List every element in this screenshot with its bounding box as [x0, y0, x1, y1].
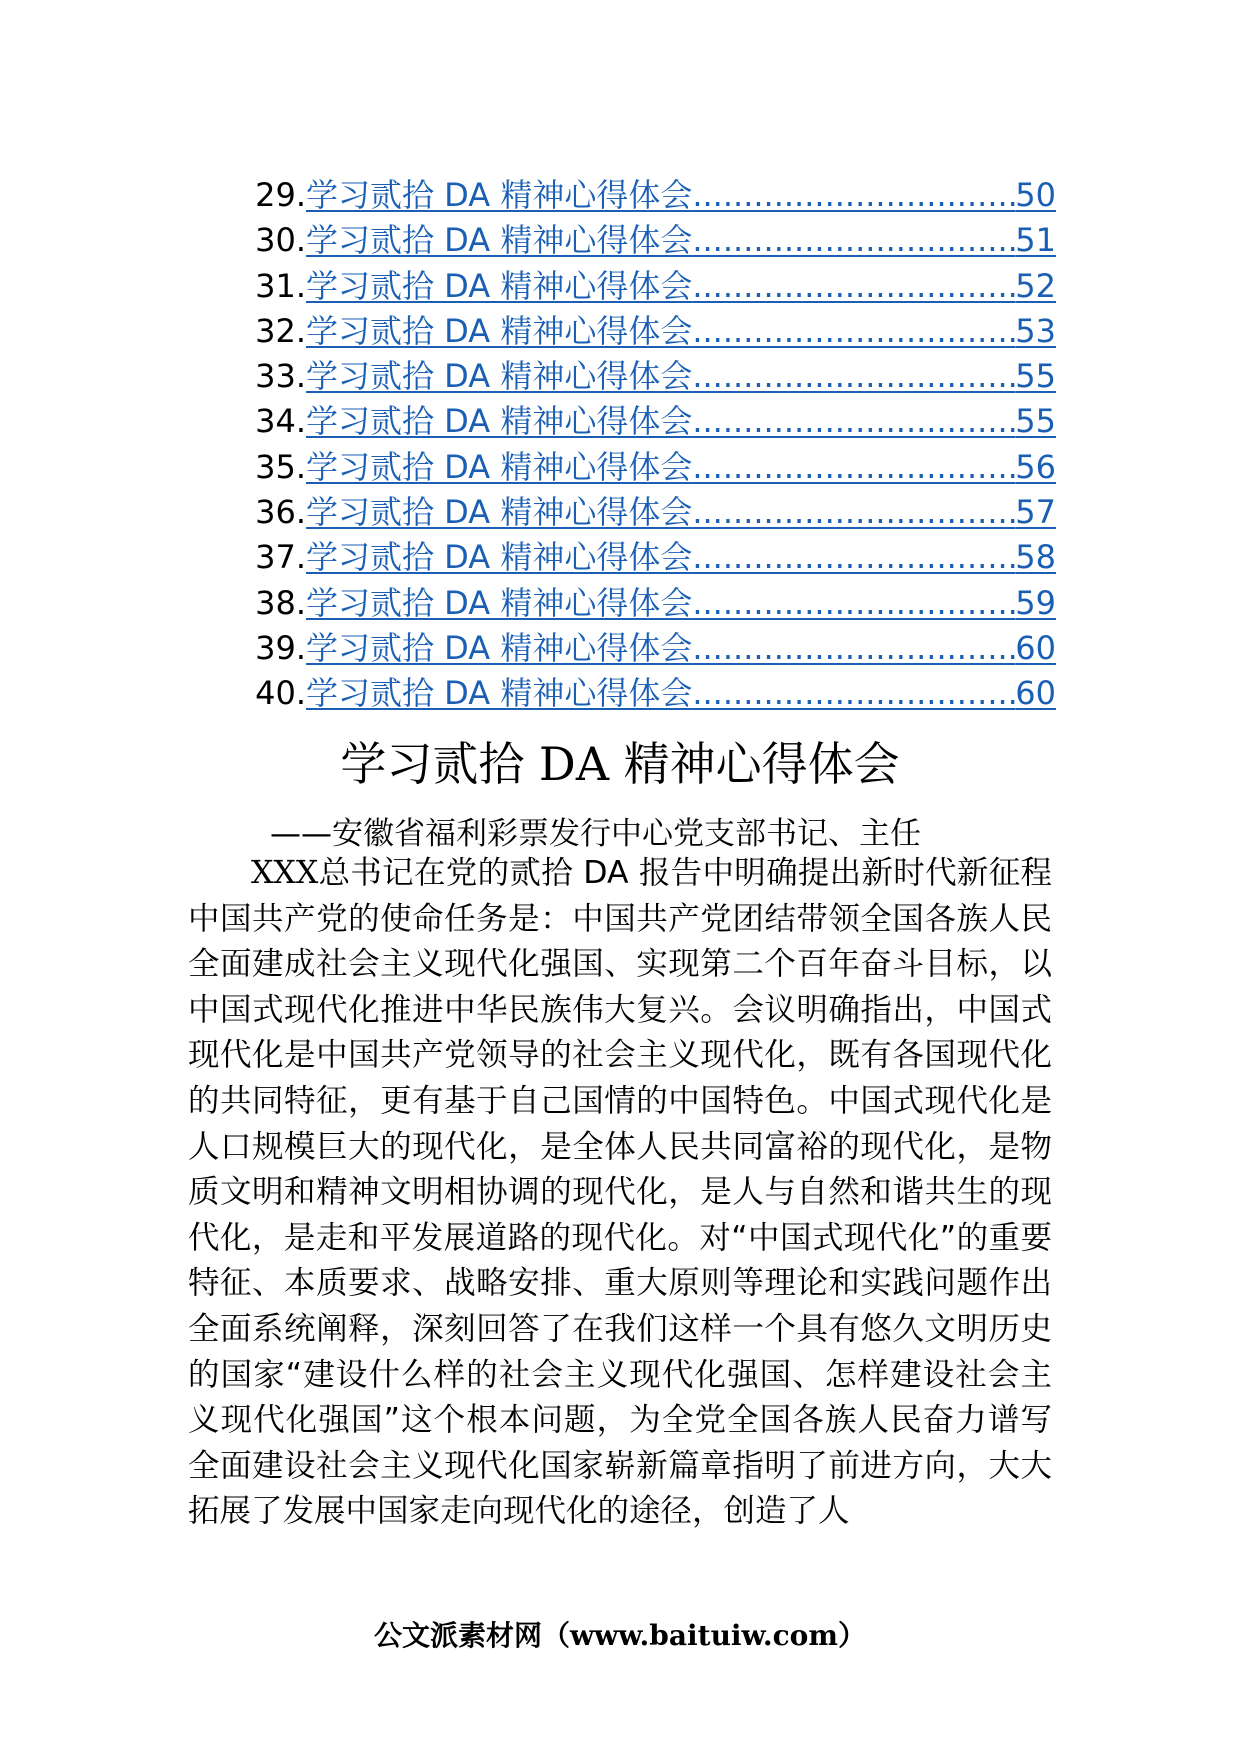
toc-entry-title: 学习贰拾 DA 精神心得体会 [306, 176, 693, 214]
toc-entry-page: 60 [1015, 674, 1056, 713]
toc-entry-link[interactable] [306, 351, 1056, 397]
toc-dot-leader [692, 629, 1015, 667]
toc-entry-title: 学习贰拾 DA 精神心得体会 [306, 674, 693, 713]
toc-entry-number: 39. [255, 628, 306, 667]
toc-entry-page: 58 [1015, 538, 1056, 577]
table-of-contents [250, 170, 1056, 714]
toc-entry-number: 40. [255, 674, 306, 713]
toc-entry-number: 38. [255, 583, 306, 622]
page-footer: 公文派素材网（www.baituiw.com） [374, 1619, 866, 1652]
toc-entry-title: 学习贰拾 DA 精神心得体会 [306, 311, 693, 350]
toc-entry-link[interactable] [306, 623, 1056, 669]
toc-entry [250, 306, 1056, 351]
toc-entry-link[interactable] [306, 396, 1056, 442]
toc-entry-link[interactable] [306, 170, 1056, 216]
toc-entry-page: 55 [1015, 357, 1056, 396]
toc-entry-page: 53 [1015, 311, 1056, 350]
toc-dot-leader [692, 448, 1015, 486]
toc-entry-title: 学习贰拾 DA 精神心得体会 [306, 583, 693, 622]
toc-entry-title: 学习贰拾 DA 精神心得体会 [306, 357, 693, 396]
toc-entry [250, 396, 1056, 441]
article-subtitle: ——安徽省福利彩票发行中心党支部书记、主任 [270, 816, 921, 852]
toc-entry-number: 34. [255, 402, 306, 441]
toc-entry-link[interactable] [306, 668, 1056, 714]
toc-dot-leader [692, 357, 1015, 395]
toc-entry [250, 261, 1056, 306]
toc-entry-link[interactable] [306, 306, 1056, 352]
article-body-text: 总书记在党的贰拾 DA 报告中明确提出新时代新征程中国共产党的使命任务是：中国共产党团结带领全国各族人民全面建成社会主义现代化强国、实现第二个百年奋斗目标，以中国式现代化推进中华民族伟大复兴。会议明确指出，中国式现代化是中国共产党领导的社会主义现代化，既有各国现代化的共同特征，更有基于自己国情的中国特色。中国式现代化是人口规模巨大的现代化，是全体人民共同富裕的现代化，是物质文明和精神文明相协调的现代化，是人与自然和谐共生的现代化，是走和平发展道路的现代化。对“中国式现代化”的重要特征、本质要求、战略安排、重大原则等理论和实践问题作出全面系统阐释，深刻回答了在我们这样一个具有悠久文明历史的国家“建设什么样的社会主义现代化强国、怎样建设社会主义现代化强国”这个根本问题，为全党全国各族人民奋力谱写全面建设社会主义现代化国家崭新篇章指明了前进方向，大大拓展了发展中国家走向现代化的途径，创造了人 [188, 855, 1052, 1530]
toc-entry-title: 学习贰拾 DA 精神心得体会 [306, 221, 693, 260]
toc-entry-page: 60 [1015, 628, 1056, 667]
toc-entry-number: 36. [255, 493, 306, 532]
toc-entry-number: 31. [255, 266, 306, 305]
toc-entry-title: 学习贰拾 DA 精神心得体会 [306, 402, 693, 441]
toc-entry [250, 487, 1056, 532]
toc-entry-number: 32. [255, 311, 306, 350]
toc-entry [250, 351, 1056, 396]
toc-dot-leader [692, 312, 1015, 350]
toc-dot-leader [692, 402, 1015, 440]
toc-entry [250, 170, 1056, 215]
toc-entry [250, 215, 1056, 260]
toc-dot-leader [692, 267, 1015, 305]
toc-dot-leader [692, 221, 1015, 259]
toc-entry-title: 学习贰拾 DA 精神心得体会 [306, 493, 693, 532]
toc-entry-page: 57 [1015, 493, 1056, 532]
toc-entry [250, 442, 1056, 487]
toc-entry-page: 50 [1015, 176, 1056, 214]
toc-entry-link[interactable] [306, 215, 1056, 261]
toc-dot-leader [692, 674, 1015, 712]
toc-entry-page: 52 [1015, 266, 1056, 305]
toc-entry-link[interactable] [306, 442, 1056, 488]
article-title: 学习贰拾 DA 精神心得体会 [340, 737, 900, 791]
toc-entry [250, 623, 1056, 668]
toc-entry-link[interactable] [306, 578, 1056, 624]
article-body-lead: XXX [251, 855, 319, 891]
toc-entry-number: 30. [255, 221, 306, 260]
toc-entry [250, 532, 1056, 577]
toc-dot-leader [692, 493, 1015, 531]
toc-entry-link[interactable] [306, 487, 1056, 533]
toc-entry-page: 55 [1015, 402, 1056, 441]
toc-entry-page: 56 [1015, 447, 1056, 486]
article-body [188, 851, 1052, 1535]
toc-entry-page: 51 [1015, 221, 1056, 260]
toc-entry-link[interactable] [306, 261, 1056, 307]
toc-dot-leader [692, 176, 1015, 214]
toc-entry [250, 668, 1056, 713]
toc-entry-number: 33. [255, 357, 306, 396]
toc-entry-title: 学习贰拾 DA 精神心得体会 [306, 447, 693, 486]
toc-dot-leader [692, 584, 1015, 622]
toc-dot-leader [692, 538, 1015, 576]
toc-entry-title: 学习贰拾 DA 精神心得体会 [306, 628, 693, 667]
toc-entry-number: 35. [255, 447, 306, 486]
toc-entry-page: 59 [1015, 583, 1056, 622]
toc-entry-link[interactable] [306, 532, 1056, 578]
toc-entry-number: 29. [255, 176, 306, 214]
toc-entry-title: 学习贰拾 DA 精神心得体会 [306, 266, 693, 305]
toc-entry-number: 37. [255, 538, 306, 577]
toc-entry [250, 578, 1056, 623]
toc-entry-title: 学习贰拾 DA 精神心得体会 [306, 538, 693, 577]
